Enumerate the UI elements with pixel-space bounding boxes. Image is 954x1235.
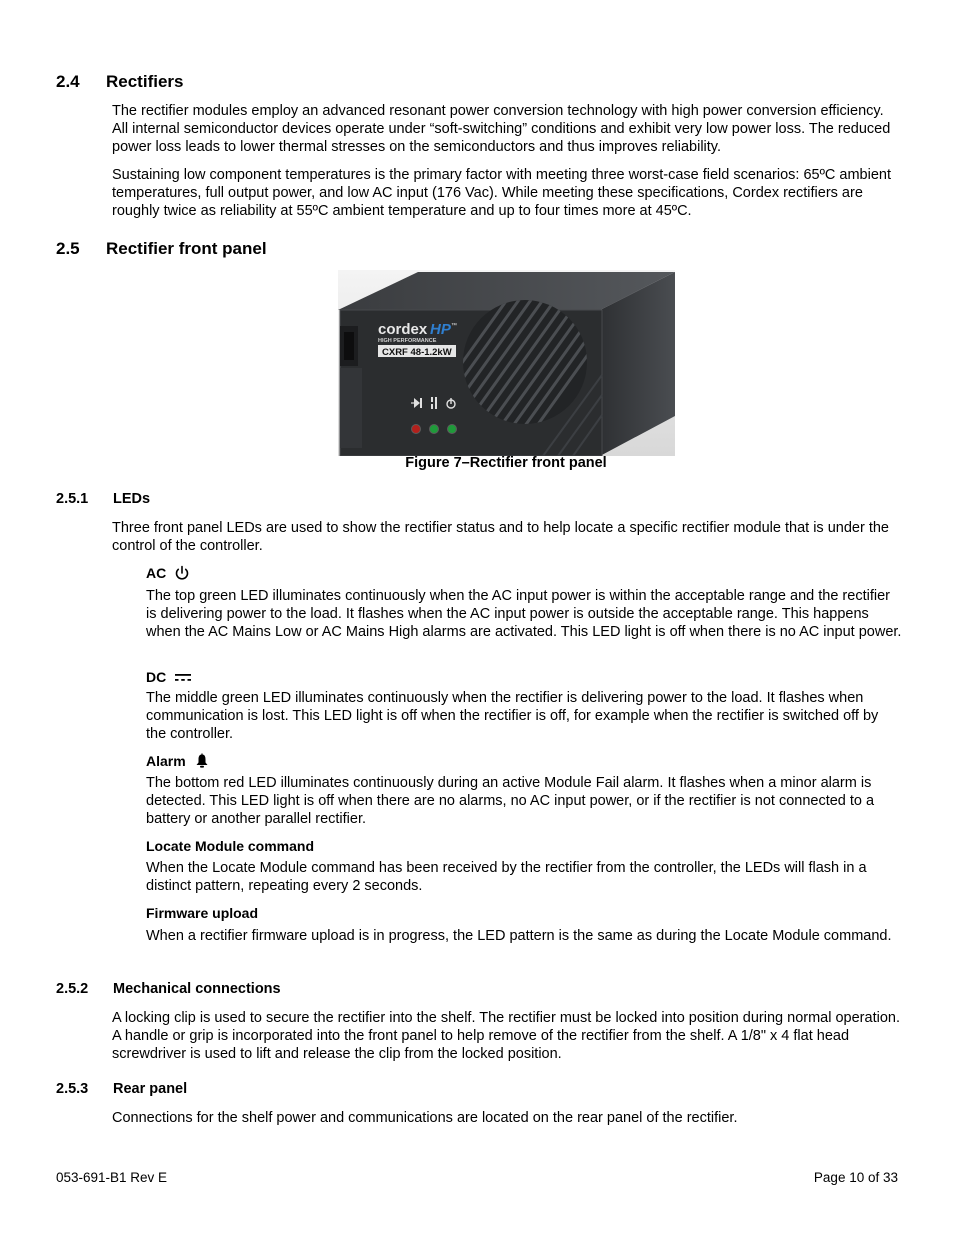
brand-hp: HP: [430, 321, 451, 338]
section-number: 2.5.2: [56, 981, 89, 997]
paragraph-rear-panel: Connections for the shelf power and communications are located on the rear panel of the rectifier.: [112, 1110, 738, 1126]
section-number: 2.5: [56, 239, 80, 258]
power-icon: [174, 565, 190, 581]
section-number: 2.4: [56, 72, 80, 91]
paragraph-leds-intro: Three front panel LEDs are used to show the rectifier status and to help locate a specific rectifier module that is under the control of the controller.: [112, 520, 889, 554]
description-firmware-upload: When a rectifier firmware upload is in progress, the LED pattern is the same as during the Locate Module command.: [146, 928, 892, 944]
dc-icon: [174, 671, 192, 683]
section-heading-2-5-2: [56, 981, 456, 999]
bell-icon: [194, 753, 210, 769]
led-description-dc: The middle green LED illuminates continuously when the rectifier is delivering power to the load. It flashes when communication is lost. This LED light is off when the rectifier is off, for example when the rectifier is switched off by the controller.: [146, 690, 879, 742]
alarm-led: [412, 425, 421, 434]
heading-locate-module: Locate Module command: [146, 838, 315, 854]
model-label: CXRF 48-1.2kW: [382, 347, 452, 358]
section-title: Rectifiers: [106, 72, 184, 91]
description-locate-module: When the Locate Module command has been received by the rectifier from the controller, the LEDs will flash in a distinct pattern, repeating every 2 seconds.: [146, 860, 867, 894]
brand-tm: ™: [451, 323, 457, 329]
led-heading-alarm: [146, 751, 210, 771]
paragraph-mechanical-connections: A locking clip is used to secure the rectifier into the shelf. The rectifier must be locked into position during normal operation. A handle or grip is incorporated into the front panel to help remove of the rectifier from the shelf. A 1/8" x 4 flat head screwdriver is used to lift and release the clip from the locked position.: [112, 1010, 900, 1062]
paragraph-rectifiers-1: The rectifier modules employ an advanced resonant power conversion technology with high power conversion efficiency. All internal semiconductor devices operate under “soft-switching” conditions and exhibit very low power loss. The reduced power loss leads to lower thermal stresses on the semiconductors and thus improves reliability.: [112, 103, 891, 155]
footer-page-number: Page 10 of 33: [813, 1170, 898, 1185]
led-description-alarm: The bottom red LED illuminates continuously during an active Module Fail alarm. It flashes when a minor alarm is detected. This LED light is off when there are no alarms, no AC input power, or if the rectifier is not connected to a battery or another parallel rectifier.: [146, 775, 875, 827]
section-number: 2.5.1: [56, 491, 89, 507]
led-heading-ac: [146, 563, 190, 583]
section-number: 2.5.3: [56, 1081, 89, 1097]
led-description-ac: The top green LED illuminates continuously when the AC input power is within the acceptable range and the rectifier is delivering power to the load. It flashes when the AC input power is outside the acceptable range. This happens when the AC Mains Low or AC Mains High alarms are activated. This LED light is off when there is no AC input power.: [146, 588, 902, 640]
section-heading-2-4: [56, 72, 456, 94]
section-title: Mechanical connections: [113, 981, 281, 997]
section-title: Rear panel: [113, 1081, 188, 1097]
section-heading-2-5: [56, 239, 456, 261]
section-title: Rectifier front panel: [106, 239, 267, 258]
ac-led: [448, 425, 457, 434]
section-heading-2-5-3: [56, 1081, 456, 1099]
led-label-alarm: Alarm: [146, 753, 186, 769]
footer-doc-id: 053-691-B1 Rev E: [56, 1170, 168, 1185]
led-label-ac: AC: [146, 565, 167, 581]
rectifier-front-panel-figure: [338, 270, 675, 456]
rectifier-image: [338, 270, 675, 456]
heading-firmware-upload: Firmware upload: [146, 905, 259, 921]
figure-caption: Figure 7–Rectifier front panel: [405, 455, 607, 471]
brand-subtitle: HIGH PERFORMANCE: [378, 338, 437, 344]
dc-led: [430, 425, 439, 434]
section-title: LEDs: [113, 491, 151, 507]
paragraph-rectifiers-2: Sustaining low component temperatures is the primary factor with meeting three worst-case field scenarios: 65ºC ambient temperatures, full output power, and low AC input (176 Vac). While meeting these specifications, Cordex rectifiers are roughly twice as reliability at 55ºC ambient temperature and up to four times more at 45ºC.: [112, 167, 891, 219]
section-heading-2-5-1: [56, 491, 456, 509]
led-heading-dc: [146, 667, 192, 687]
brand-text: cordex: [378, 321, 428, 338]
led-label-dc: DC: [146, 669, 167, 685]
